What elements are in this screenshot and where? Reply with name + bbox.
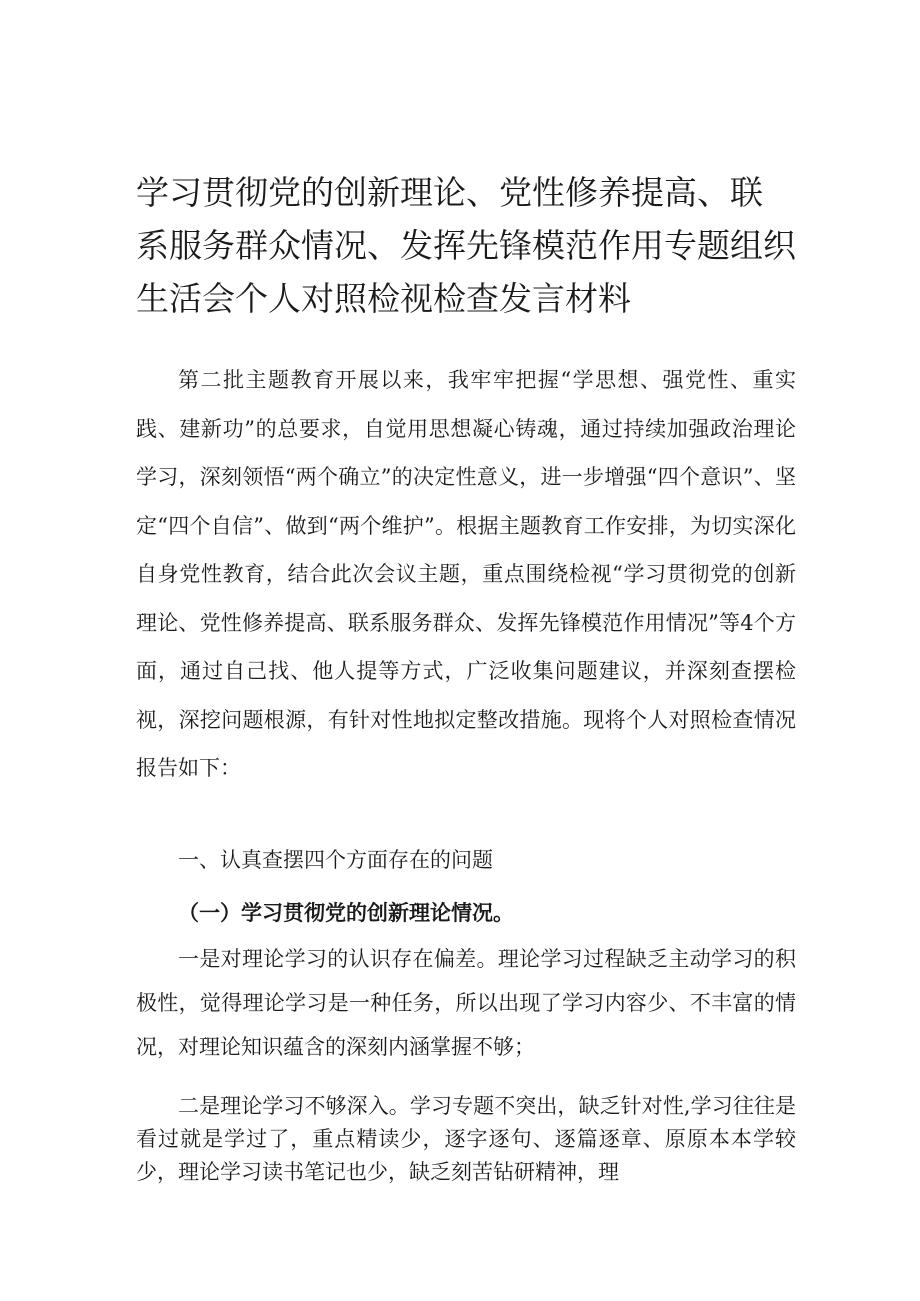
title-line-2: 系服务群众情况、发挥先锋模范作用专题组织 [136,226,796,265]
subsection-heading: （一）学习贯彻党的创新理论情况。 [178,900,514,925]
paragraph-two: 二是理论学习不够深入。学习专题不突出，缺乏针对性,学习往往是看过就是学过了，重点精读少，逐字逐句、逐篇逐章、原原本本学较少，理论学习读书笔记也少，缺乏刻苦钻研精神，理 [136,1094,796,1184]
paragraph-one: 一是对理论学习的认识存在偏差。理论学习过程缺乏主动学习的积极性，觉得理论学习是一种任务，所以出现了学习内容少、不丰富的情况，对理论知识蕴含的深刻内涵掌握不够； [136,947,796,1059]
document-title [136,166,796,325]
section-heading: 一、认真查摆四个方面存在的问题 [178,848,493,872]
title-line-3: 生活会个人对照检视检查发言材料 [136,279,631,318]
title-line-1: 学习贯彻党的创新理论、党性修养提高、联 [136,173,763,212]
intro-paragraph: 第二批主题教育开展以来，我牢牢把握“学思想、强党性、重实践、建新功”的总要求，自觉用思想凝心铸魂，通过持续加强政治理论学习，深刻领悟“两个确立”的决定性意义，进一步增强“四个意识”、坚定“四个自信”、做到“两个维护”。根据主题教育工作安排，为切实深化自身党性教育，结合此次会议主题，重点围绕检视“学习贯彻党的创新理论、党性修养提高、联系服务群众、发挥先锋模范作用情况”等4个方面，通过自己找、他人提等方式，广泛收集问题建议，并深刻查摆检视，深挖问题根源，有针对性地拟定整改措施。现将个人对照检查情况报告如下： [136,368,796,780]
